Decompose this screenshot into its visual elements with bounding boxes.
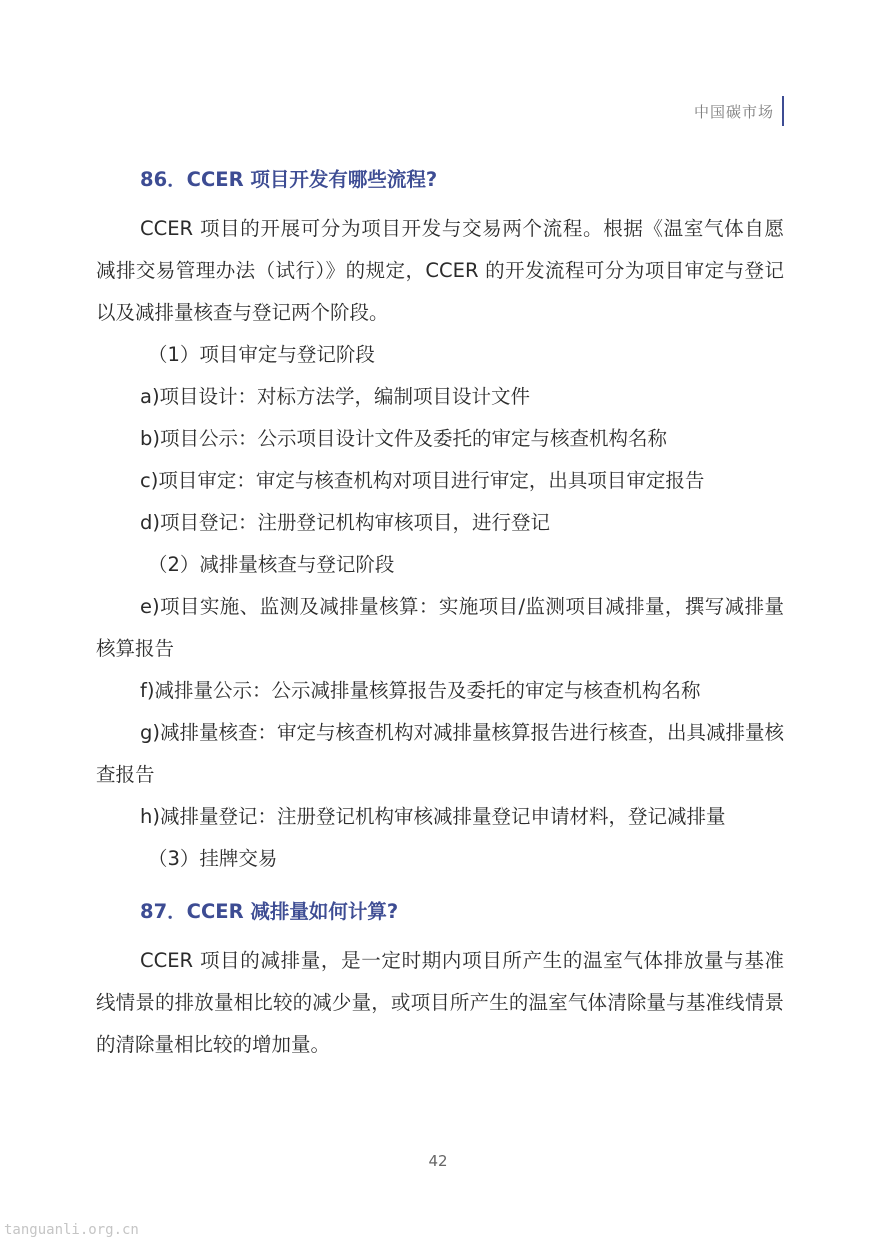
step-h: h)减排量登记：注册登记机构审核减排量登记申请材料，登记减排量 [140, 805, 726, 828]
page-content [96, 160, 784, 1066]
header-accent-bar [782, 96, 784, 126]
question-87-title: 87．CCER 减排量如何计算? [140, 900, 399, 923]
watermark-text: tanguanli.org.cn [4, 1222, 139, 1238]
stage-2-heading: （2）减排量核查与登记阶段 [148, 553, 395, 576]
page-header [694, 96, 784, 126]
question-87-body: CCER 项目的减排量，是一定时期内项目所产生的温室气体排放量与基准线情景的排放量相比较的减少量，或项目所产生的温室气体清除量与基准线情景的清除量相比较的增加量。 [96, 949, 784, 1056]
section-label: 中国碳市场 [693, 102, 774, 121]
stage-3-heading: （3）挂牌交易 [148, 847, 278, 870]
step-b: b)项目公示：公示项目设计文件及委托的审定与核查机构名称 [140, 427, 667, 450]
step-e: e)项目实施、监测及减排量核算：实施项目/监测项目减排量，撰写减排量核算报告 [96, 595, 784, 660]
step-f: f)减排量公示：公示减排量核算报告及委托的审定与核查机构名称 [140, 679, 701, 702]
step-d: d)项目登记：注册登记机构审核项目，进行登记 [140, 511, 550, 534]
question-86-title: 86．CCER 项目开发有哪些流程? [140, 168, 438, 191]
step-g: g)减排量核查：审定与核查机构对减排量核算报告进行核查，出具减排量核查报告 [96, 721, 784, 786]
page-number: 42 [428, 1152, 448, 1170]
question-86-intro: CCER 项目的开展可分为项目开发与交易两个流程。根据《温室气体自愿减排交易管理办法（试行）》的规定，CCER 的开发流程可分为项目审定与登记以及减排量核查与登记两个阶段。 [96, 217, 784, 324]
step-c: c)项目审定：审定与核查机构对项目进行审定，出具项目审定报告 [140, 469, 705, 492]
step-a: a)项目设计：对标方法学，编制项目设计文件 [140, 385, 531, 408]
stage-1-heading: （1）项目审定与登记阶段 [148, 343, 375, 366]
